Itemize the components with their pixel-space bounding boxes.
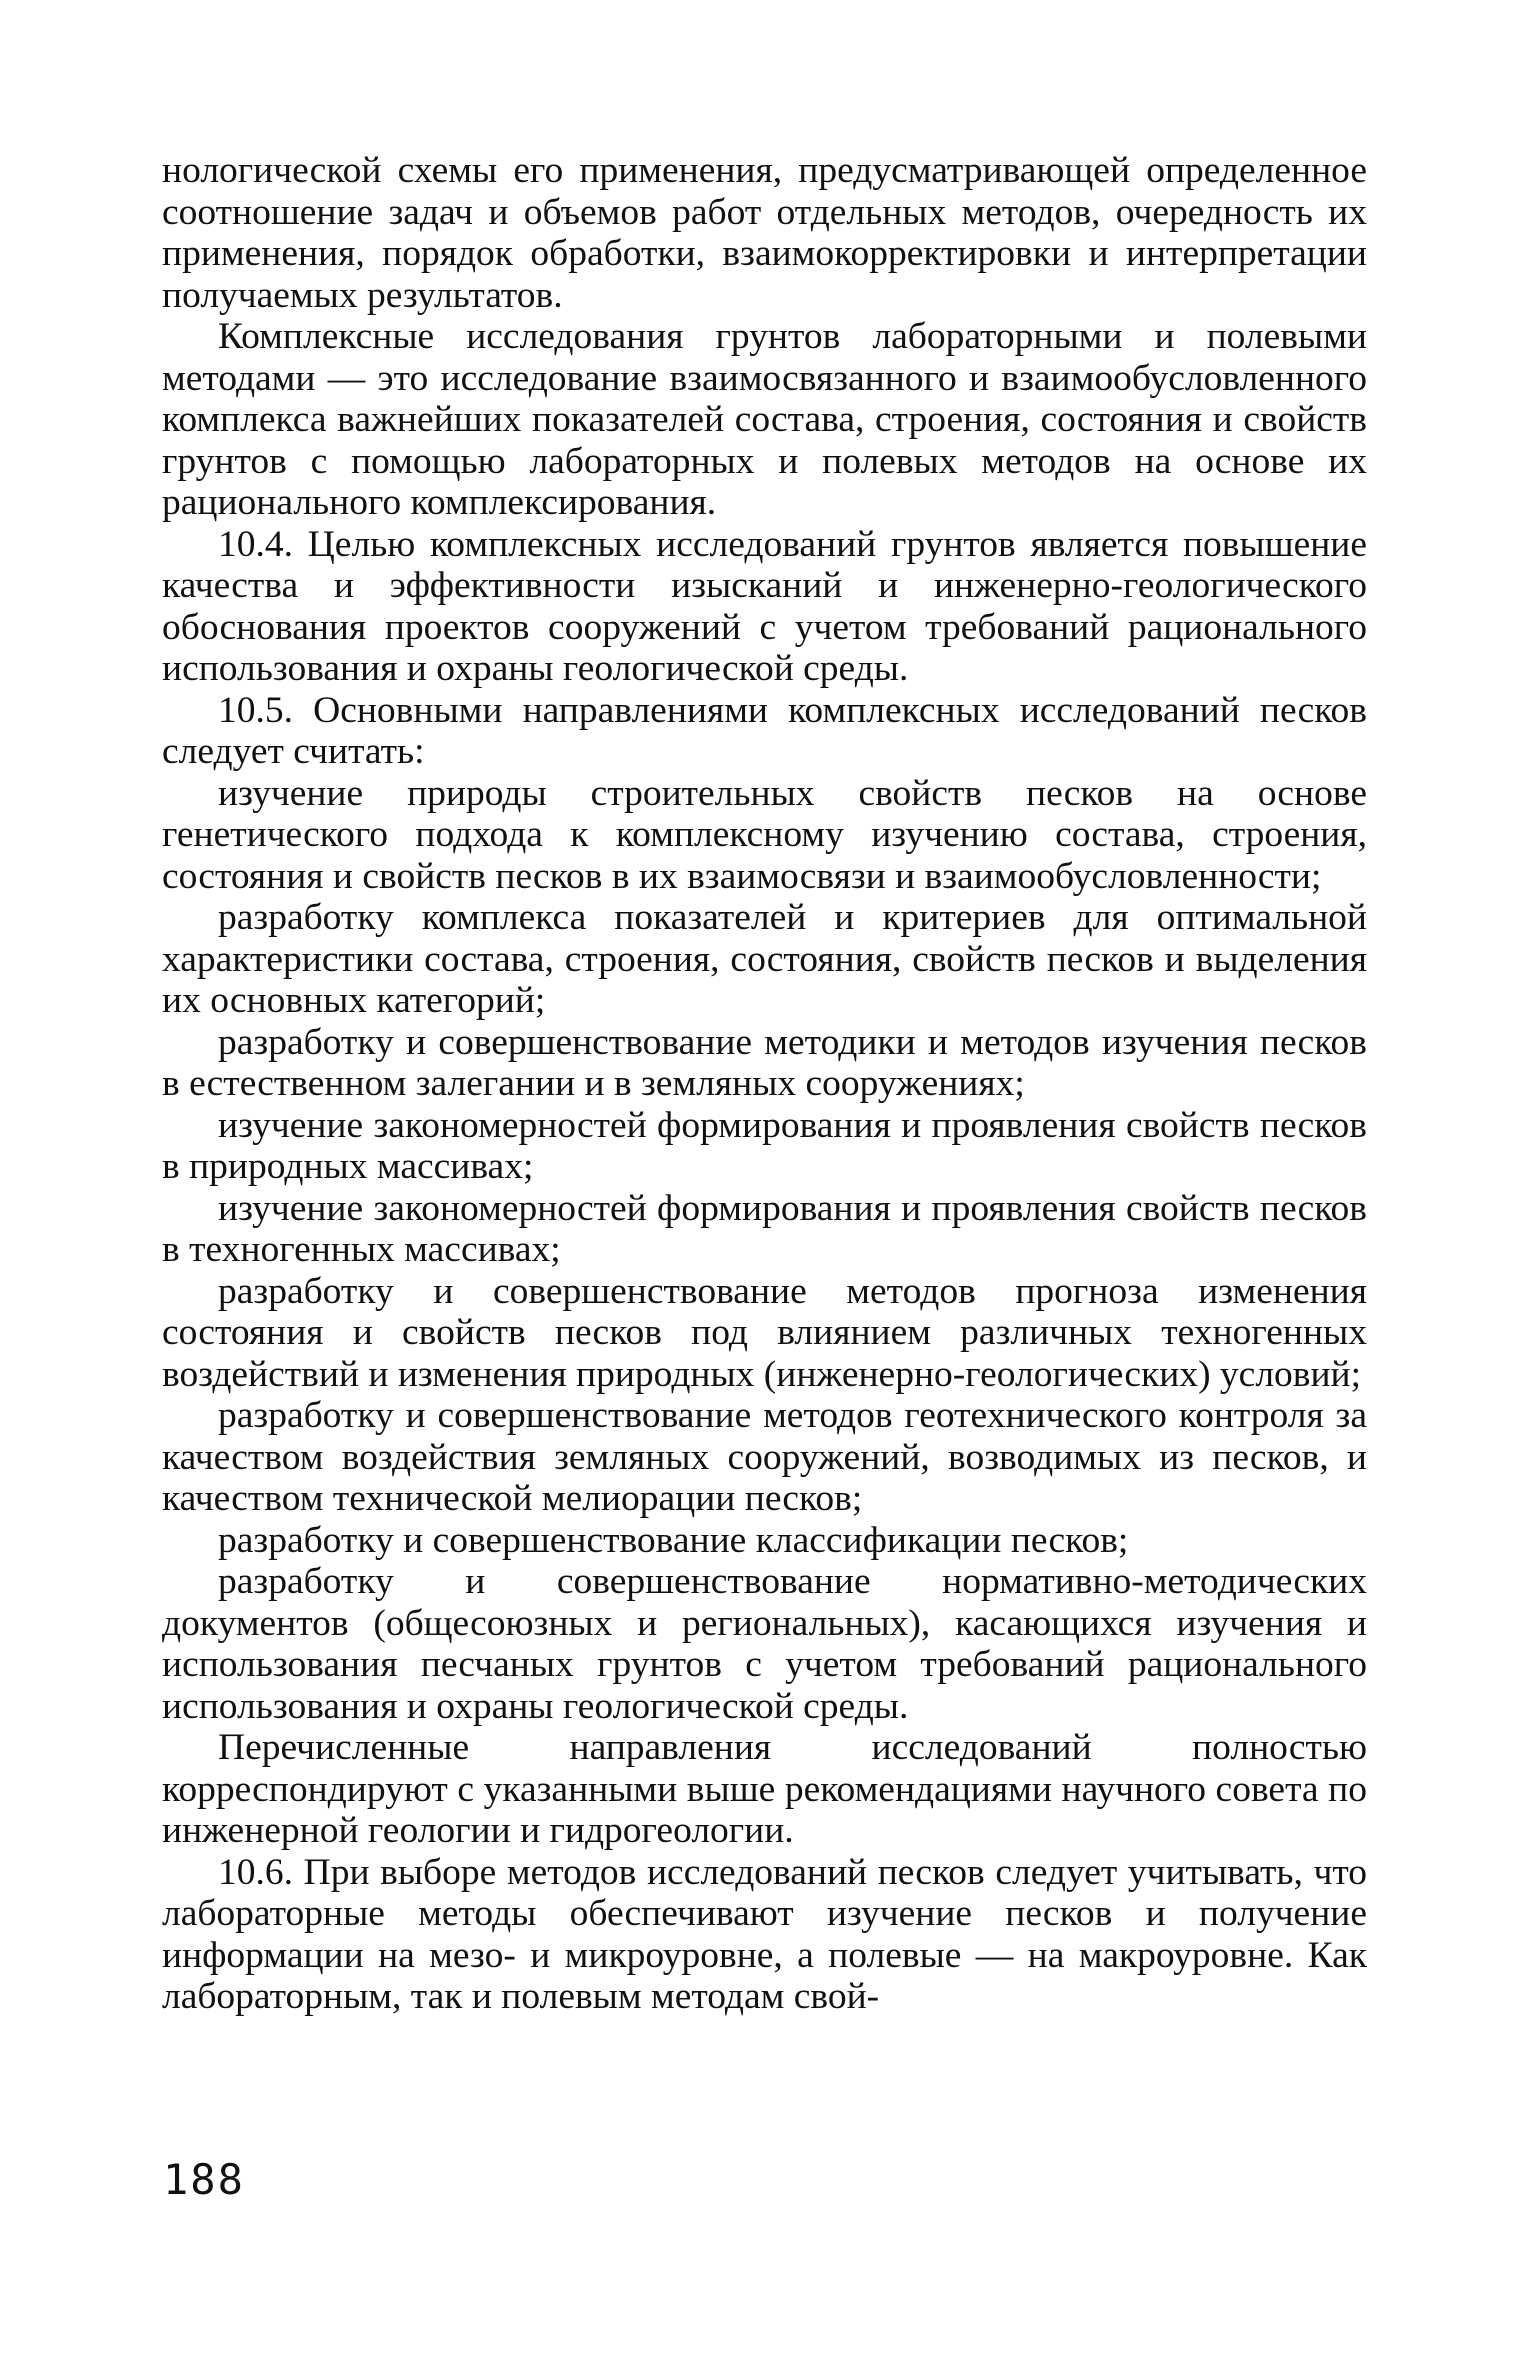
section-number: 10.6. — [218, 1851, 293, 1893]
page-number: 188 — [163, 2155, 245, 2204]
list-item: разработку комплекса показателей и критериев для оптимальной характеристики состава, строения, состояния, свойств песков и выделения их основных категорий; — [162, 897, 1367, 1021]
list-item: изучение закономерностей формирования и проявления свойств песков в природных массивах; — [162, 1104, 1367, 1187]
paragraph-section-10-4: 10.4. Целью комплексных исследований грунтов является повышение качества и эффективности изысканий и инженерно-геологического обоснования проектов сооружений с учетом требований рационального использования и охраны геологической среды. — [162, 523, 1368, 689]
list-item: разработку и совершенствование нормативно-методических документов (общесоюзных и региональных), касающихся изучения и использования песчаных грунтов с учетом требований рационального использования и охраны геологической среды. — [162, 1561, 1367, 1727]
list-item: разработку и совершенствование методики и методов изучения песков в естественном залегании и в земляных сооружениях; — [162, 1021, 1367, 1104]
paragraph-correspondence: Перечисленные направления исследований полностью корреспондируют с указанными выше рекомендациями научного совета по инженерной геологии и гидрогеологии. — [162, 1727, 1367, 1851]
paragraph-methodology-continuation: нологической схемы его применения, предусматривающей определенное соотношение задач и объемов работ отдельных методов, очередность их применения, порядок обработки, взаимокорректировки и интерпретации получаемых результатов. — [162, 150, 1367, 316]
paragraph-complex-research-definition: Комплексные исследования грунтов лабораторными и полевыми методами — это исследование взаимосвязанного и взаимообусловленного комплекса важнейших показателей состава, строения, состояния и свойств грунтов с помощью лабораторных и полевых методов на основе их рационального комплексирования. — [162, 316, 1367, 523]
paragraph-section-10-6: 10.6. При выборе методов исследований песков следует учитывать, что лабораторные методы обеспечивают изучение песков и получение информации на мезо- и микроуровне, а полевые — на макроуровне. Как лабораторным, так и полевым методам свой- — [162, 1851, 1368, 2017]
section-number: 10.5. — [218, 689, 293, 731]
body-text — [162, 150, 1367, 2018]
list-item: изучение закономерностей формирования и проявления свойств песков в техногенных массивах; — [162, 1187, 1367, 1270]
list-item: разработку и совершенствование методов геотехнического контроля за качеством воздействия земляных сооружений, возводимых из песков, и качеством технической мелиорации песков; — [162, 1395, 1367, 1519]
paragraph-section-10-5: 10.5. Основными направлениями комплексных исследований песков следует считать: — [162, 689, 1367, 772]
list-item: разработку и совершенствование классификации песков; — [218, 1519, 1129, 1561]
section-number: 10.4. — [218, 523, 293, 565]
list-item: разработку и совершенствование методов прогноза изменения состояния и свойств песков под влиянием различных техногенных воздействий и изменения природных (инженерно-геологических) условий; — [162, 1270, 1367, 1395]
list-item: изучение природы строительных свойств песков на основе генетического подхода к комплексному изучению состава, строения, состояния и свойств песков в их взаимосвязи и взаимообусловленности; — [162, 772, 1367, 897]
